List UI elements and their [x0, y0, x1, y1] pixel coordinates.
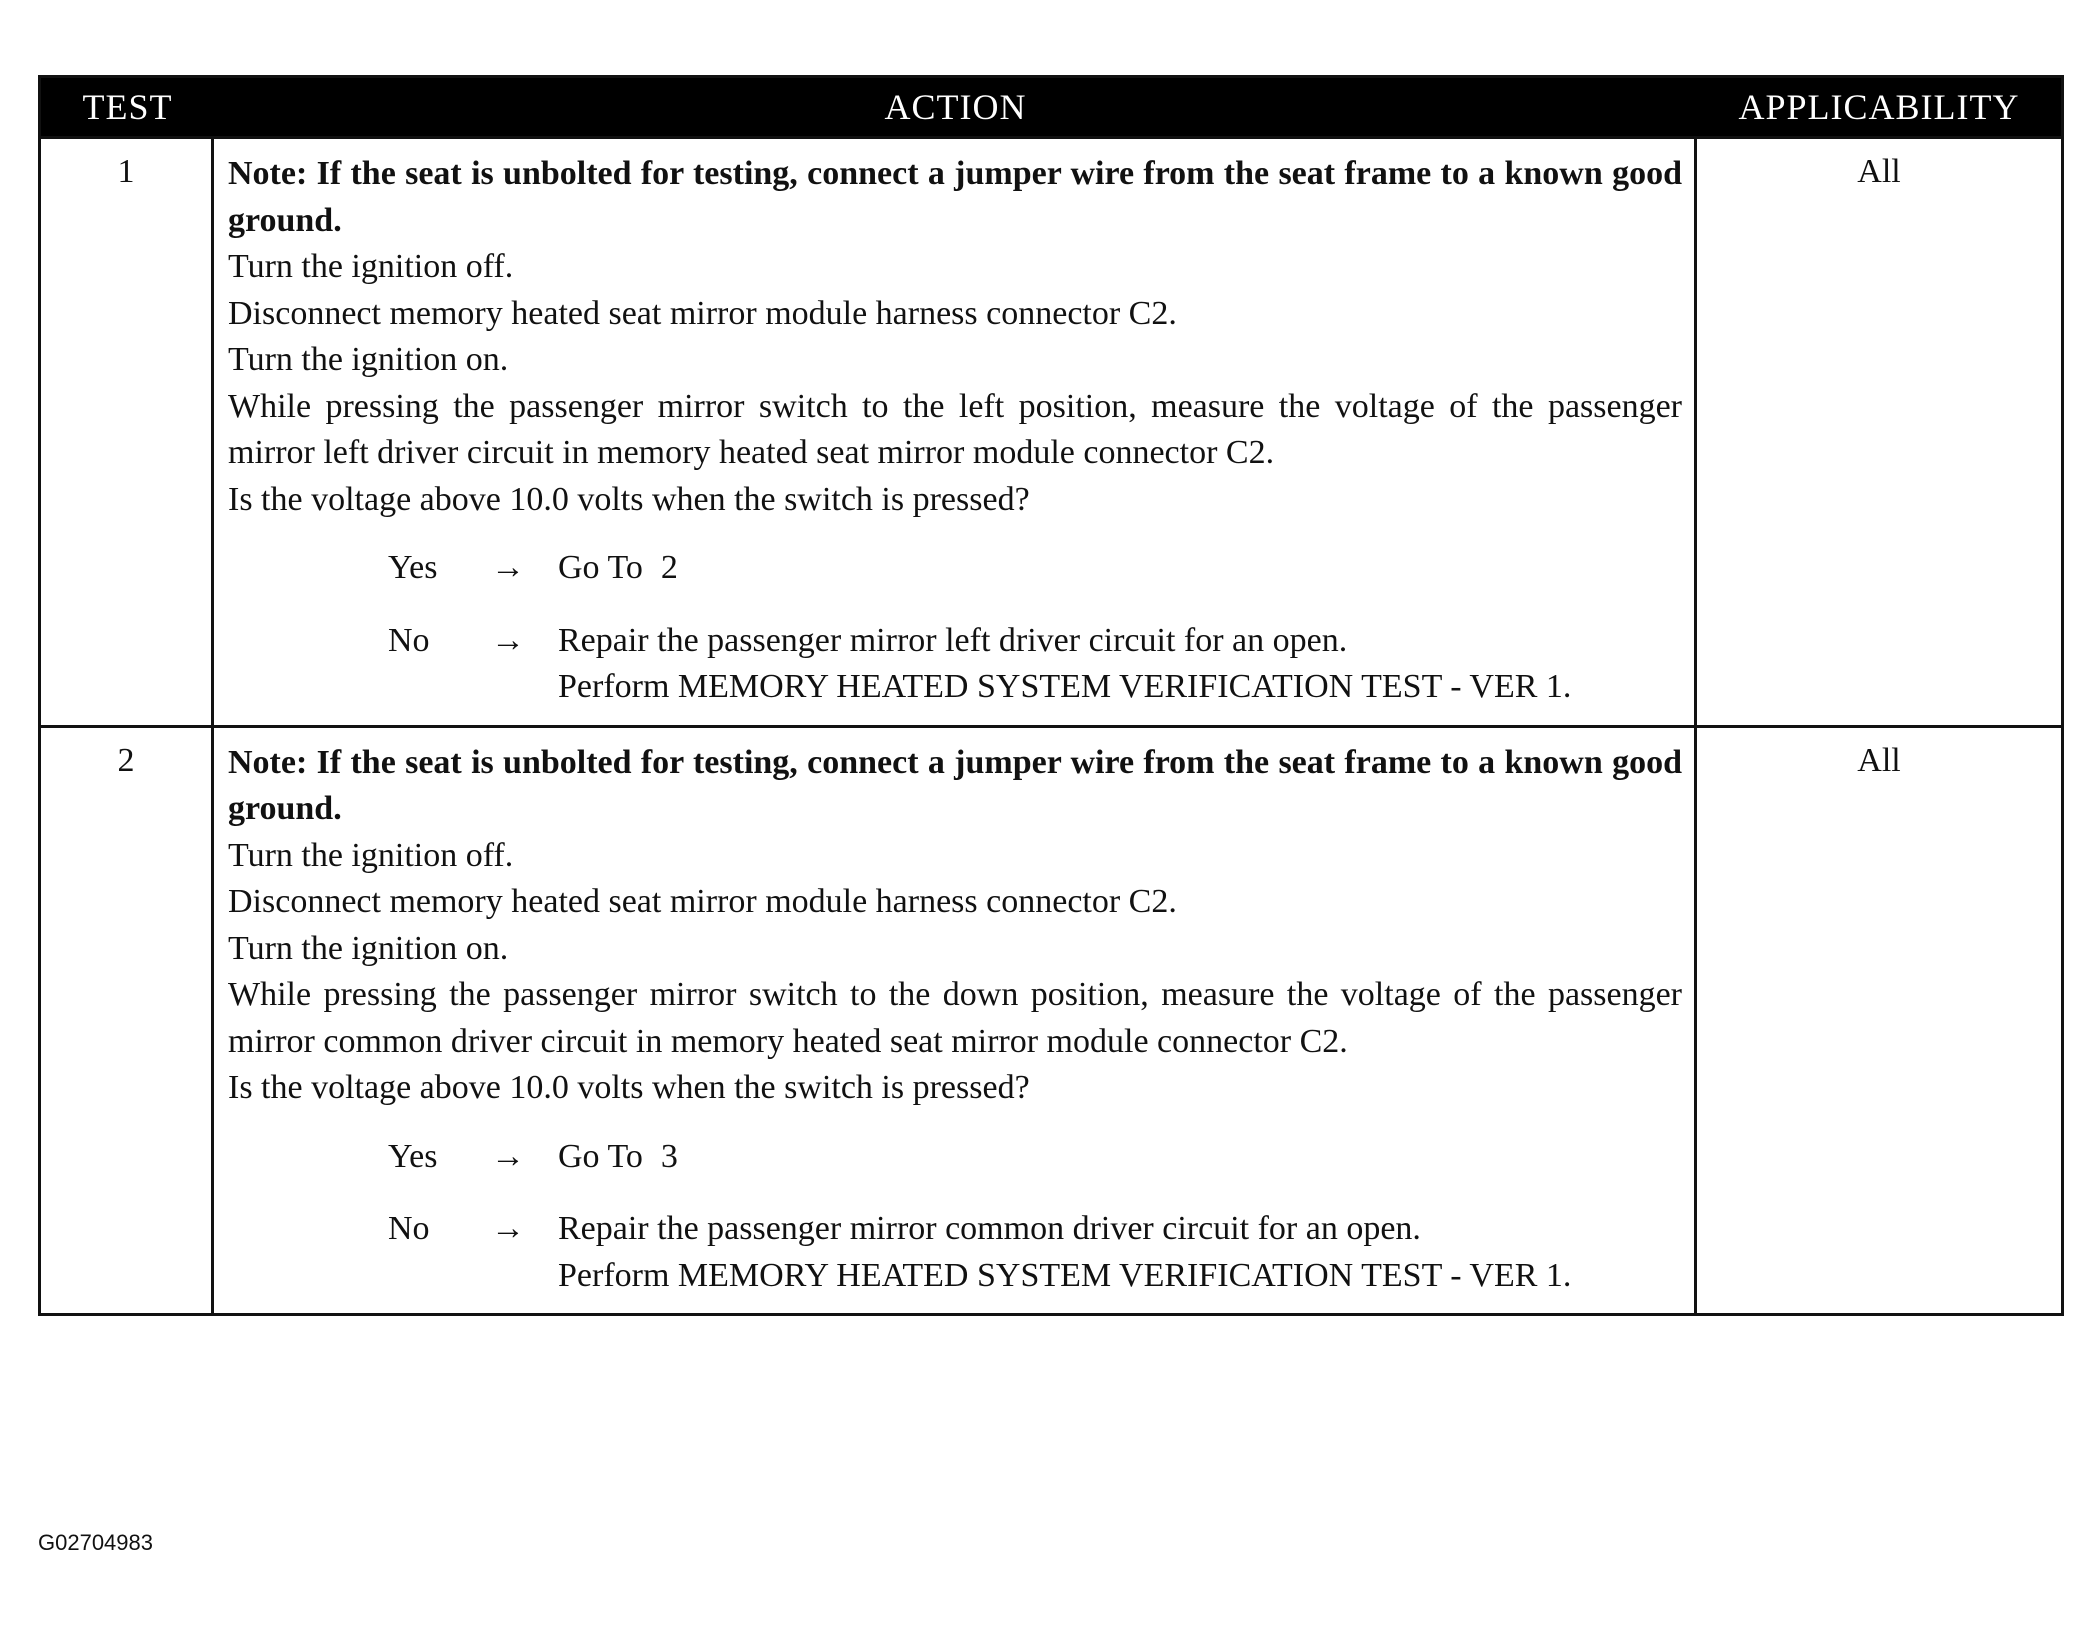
action-cell: [214, 139, 1697, 725]
test-number: 2: [41, 728, 214, 1314]
table-row: [41, 136, 2061, 725]
goto-text: Go To: [558, 549, 643, 586]
no-action-text: Perform MEMORY HEATED SYSTEM VERIFICATION TEST - VER 1.: [558, 1256, 1572, 1294]
outcome-no: [388, 1206, 1682, 1299]
outcomes: [388, 545, 1682, 711]
right-arrow-icon: →: [491, 549, 525, 586]
step-text: Turn the ignition off.: [228, 248, 514, 285]
figure-id: G02704983: [38, 1530, 153, 1555]
question-text: Is the voltage above 10.0 volts when the switch is pressed?: [228, 1069, 1030, 1106]
step-text: While pressing the passenger mirror switch to the down position, measure the voltage of the passenger mirror common driver circuit in memory heated seat mirror module connector C2.: [228, 976, 1682, 1060]
table-header: [41, 78, 2061, 136]
no-result: [558, 1206, 1682, 1299]
applicability-value: All: [1857, 153, 1901, 190]
header-test: TEST: [82, 87, 173, 127]
outcome-no: [388, 618, 1682, 711]
yes-result: [558, 1134, 1682, 1181]
yes-label: Yes: [388, 549, 438, 586]
step-text: Turn the ignition off.: [228, 836, 514, 874]
step-text: Turn the ignition on.: [228, 341, 509, 378]
yes-label: Yes: [388, 1137, 438, 1175]
test-number: 1: [41, 139, 214, 725]
header-applicability: APPLICABILITY: [1738, 87, 2020, 127]
question-text: Is the voltage above 10.0 volts when the switch is pressed?: [228, 480, 1030, 518]
no-action-text: Repair the passenger mirror left driver circuit for an open.: [558, 621, 1348, 659]
outcomes: [388, 1134, 1682, 1300]
goto-target: 2: [660, 549, 678, 586]
note-text: Note: If the seat is unbolted for testing, connect a jumper wire from the seat frame to a known good ground.: [228, 743, 1682, 827]
outcome-yes: [388, 1134, 1682, 1181]
right-arrow-icon: →: [491, 1137, 525, 1175]
no-result: [558, 618, 1682, 711]
goto-text: Go To: [558, 1137, 643, 1175]
yes-result: [558, 545, 1682, 592]
no-action-text: Perform MEMORY HEATED SYSTEM VERIFICATION TEST - VER 1.: [558, 668, 1572, 705]
step-text: Disconnect memory heated seat mirror module harness connector C2.: [228, 883, 1177, 920]
step-text: Disconnect memory heated seat mirror module harness connector C2.: [228, 294, 1177, 332]
no-label: No: [388, 621, 430, 659]
no-action-text: Repair the passenger mirror common driver circuit for an open.: [558, 1210, 1421, 1247]
no-label: No: [388, 1210, 430, 1247]
note-text: Note: If the seat is unbolted for testing, connect a jumper wire from the seat frame to a known good ground.: [228, 155, 1682, 239]
header-action: ACTION: [884, 87, 1027, 127]
right-arrow-icon: →: [491, 1210, 525, 1247]
step-text: Turn the ignition on.: [228, 929, 509, 967]
applicability-value: All: [1857, 741, 1901, 779]
table-row: [41, 725, 2061, 1314]
outcome-yes: [388, 545, 1682, 592]
diagnostic-test-table: [38, 75, 2064, 1316]
action-cell: [214, 728, 1697, 1314]
step-text: While pressing the passenger mirror switch to the left position, measure the voltage of the passenger mirror left driver circuit in memory heated seat mirror module connector C2.: [228, 387, 1682, 471]
right-arrow-icon: →: [491, 621, 525, 659]
goto-target: 3: [660, 1137, 678, 1175]
